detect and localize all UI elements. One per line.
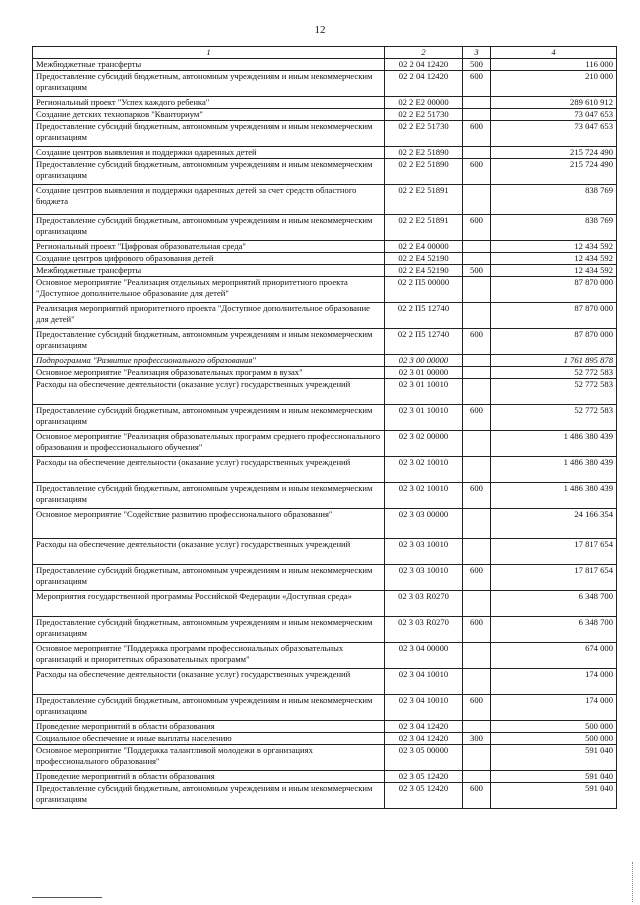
table-row: [33, 509, 617, 539]
row-name: Расходы на обеспечение деятельности (оказание услуг) государственных учреждений: [33, 669, 385, 695]
row-code: 02 3 03 10010: [385, 539, 463, 565]
row-amount: 838 769: [491, 215, 617, 241]
row-amount: 6 348 700: [491, 591, 617, 617]
table-row: [33, 303, 617, 329]
table-row: [33, 329, 617, 355]
row-name: Расходы на обеспечение деятельности (оказание услуг) государственных учреждений: [33, 379, 385, 405]
row-amount: 87 870 000: [491, 277, 617, 303]
row-expense-type: 600: [463, 783, 491, 809]
table-row: [33, 185, 617, 215]
row-code: 02 3 02 00000: [385, 431, 463, 457]
row-name: Социальное обеспечение и иные выплаты населению: [33, 733, 385, 745]
row-name: Предоставление субсидий бюджетным, автономным учреждениям и иным некоммерческим организациям: [33, 215, 385, 241]
row-expense-type: [463, 457, 491, 483]
row-expense-type: [463, 253, 491, 265]
table-row: [33, 215, 617, 241]
row-code: 02 3 03 R0270: [385, 617, 463, 643]
row-name: Основное мероприятие "Реализация отдельных мероприятий приоритетного проекта "Доступное дополнительное образование для детей": [33, 277, 385, 303]
row-code: 02 2 Е2 51890: [385, 147, 463, 159]
row-expense-type: [463, 379, 491, 405]
row-name: Основное мероприятие "Поддержка талантливой молодежи в организациях профессионального образования": [33, 745, 385, 771]
row-code: 02 3 04 12420: [385, 733, 463, 745]
row-code: 02 3 04 12420: [385, 721, 463, 733]
table-row: [33, 59, 617, 71]
table-row: [33, 405, 617, 431]
table-row: [33, 159, 617, 185]
table-row: [33, 265, 617, 277]
row-expense-type: 500: [463, 265, 491, 277]
row-code: 02 2 04 12420: [385, 71, 463, 97]
row-name: Региональный проект "Успех каждого ребенка": [33, 97, 385, 109]
row-expense-type: [463, 539, 491, 565]
row-amount: 1 486 380 439: [491, 483, 617, 509]
row-amount: 73 047 653: [491, 121, 617, 147]
row-name: Предоставление субсидий бюджетным, автономным учреждениям и иным некоммерческим организациям: [33, 695, 385, 721]
table-row: [33, 71, 617, 97]
row-name: Расходы на обеспечение деятельности (оказание услуг) государственных учреждений: [33, 457, 385, 483]
table-row: [33, 355, 617, 367]
row-amount: 12 434 592: [491, 265, 617, 277]
table-row: [33, 97, 617, 109]
row-code: 02 3 00 00000: [385, 355, 463, 367]
column-header-amount: 4: [491, 47, 617, 59]
table-row: [33, 367, 617, 379]
row-amount: 87 870 000: [491, 329, 617, 355]
row-amount: 591 040: [491, 783, 617, 809]
budget-table: [32, 46, 617, 809]
row-code: 02 3 02 10010: [385, 457, 463, 483]
row-amount: 174 000: [491, 669, 617, 695]
row-expense-type: 300: [463, 733, 491, 745]
row-code: 02 3 05 00000: [385, 745, 463, 771]
row-expense-type: [463, 745, 491, 771]
row-expense-type: [463, 367, 491, 379]
row-expense-type: 600: [463, 483, 491, 509]
row-amount: 87 870 000: [491, 303, 617, 329]
row-expense-type: 600: [463, 617, 491, 643]
table-body: [33, 59, 617, 809]
row-code: 02 3 01 00000: [385, 367, 463, 379]
table-row: [33, 695, 617, 721]
row-amount: 116 000: [491, 59, 617, 71]
row-expense-type: [463, 591, 491, 617]
row-code: 02 2 Е2 51890: [385, 159, 463, 185]
row-amount: 210 000: [491, 71, 617, 97]
row-expense-type: 500: [463, 59, 491, 71]
row-code: 02 3 03 R0270: [385, 591, 463, 617]
row-amount: 1 486 380 439: [491, 457, 617, 483]
row-name: Предоставление субсидий бюджетным, автономным учреждениям и иным некоммерческим организациям: [33, 617, 385, 643]
row-amount: 17 817 654: [491, 565, 617, 591]
row-name: Расходы на обеспечение деятельности (оказание услуг) государственных учреждений: [33, 539, 385, 565]
row-code: 02 2 П5 12740: [385, 329, 463, 355]
table-row: [33, 253, 617, 265]
table-row: [33, 241, 617, 253]
table-row: [33, 277, 617, 303]
row-expense-type: [463, 431, 491, 457]
row-name: Подпрограмма "Развитие профессионального образования": [33, 355, 385, 367]
row-code: 02 3 04 10010: [385, 669, 463, 695]
row-amount: 12 434 592: [491, 253, 617, 265]
table-row: [33, 669, 617, 695]
table-row: [33, 721, 617, 733]
table-row: [33, 431, 617, 457]
row-amount: 52 772 583: [491, 405, 617, 431]
row-name: Проведение мероприятий в области образования: [33, 721, 385, 733]
footer-rule: [32, 897, 102, 898]
row-code: 02 2 Е2 51891: [385, 185, 463, 215]
table-row: [33, 457, 617, 483]
table-row: [33, 565, 617, 591]
row-expense-type: [463, 109, 491, 121]
row-amount: 6 348 700: [491, 617, 617, 643]
row-amount: 1 486 380 439: [491, 431, 617, 457]
row-expense-type: [463, 97, 491, 109]
row-code: 02 2 Е2 51730: [385, 109, 463, 121]
row-code: 02 3 04 00000: [385, 643, 463, 669]
row-amount: 215 724 490: [491, 159, 617, 185]
row-code: 02 2 П5 00000: [385, 277, 463, 303]
row-code: 02 2 Е4 00000: [385, 241, 463, 253]
row-name: Реализация мероприятий приоритетного проекта "Доступное дополнительное образование для детей": [33, 303, 385, 329]
header-row: [33, 47, 617, 59]
row-amount: 838 769: [491, 185, 617, 215]
row-expense-type: [463, 643, 491, 669]
row-code: 02 3 02 10010: [385, 483, 463, 509]
row-code: 02 3 03 00000: [385, 509, 463, 539]
row-code: 02 3 01 10010: [385, 405, 463, 431]
table-row: [33, 147, 617, 159]
row-amount: 12 434 592: [491, 241, 617, 253]
table-row: [33, 617, 617, 643]
row-name: Мероприятия государственной программы Российской Федерации «Доступная среда»: [33, 591, 385, 617]
row-code: 02 2 П5 12740: [385, 303, 463, 329]
row-name: Создание детских технопарков "Кванториум": [33, 109, 385, 121]
table-row: [33, 121, 617, 147]
row-name: Создание центров цифрового образования детей: [33, 253, 385, 265]
table-row: [33, 771, 617, 783]
row-code: 02 2 Е2 51891: [385, 215, 463, 241]
row-name: Основное мероприятие "Реализация образовательных программ в вузах": [33, 367, 385, 379]
table-row: [33, 643, 617, 669]
row-name: Межбюджетные трансферты: [33, 59, 385, 71]
row-expense-type: [463, 355, 491, 367]
row-name: Предоставление субсидий бюджетным, автономным учреждениям и иным некоммерческим организациям: [33, 783, 385, 809]
table-row: [33, 783, 617, 809]
row-amount: 174 000: [491, 695, 617, 721]
table-row: [33, 379, 617, 405]
row-expense-type: [463, 669, 491, 695]
row-name: Предоставление субсидий бюджетным, автономным учреждениям и иным некоммерческим организациям: [33, 121, 385, 147]
row-amount: 591 040: [491, 745, 617, 771]
row-expense-type: 600: [463, 121, 491, 147]
row-amount: 500 000: [491, 721, 617, 733]
row-name: Основное мероприятие "Реализация образовательных программ среднего профессионального образования и профессионального обучения": [33, 431, 385, 457]
row-name: Предоставление субсидий бюджетным, автономным учреждениям и иным некоммерческим организациям: [33, 405, 385, 431]
row-amount: 289 610 912: [491, 97, 617, 109]
row-code: 02 2 Е2 00000: [385, 97, 463, 109]
row-expense-type: [463, 771, 491, 783]
row-name: Предоставление субсидий бюджетным, автономным учреждениям и иным некоммерческим организациям: [33, 159, 385, 185]
row-code: 02 2 Е4 52190: [385, 265, 463, 277]
row-amount: 591 040: [491, 771, 617, 783]
row-amount: 52 772 583: [491, 379, 617, 405]
row-expense-type: 600: [463, 215, 491, 241]
row-name: Основное мероприятие "Содействие развитию профессионального образования": [33, 509, 385, 539]
row-amount: 24 166 354: [491, 509, 617, 539]
margin-mark: [632, 862, 636, 902]
row-expense-type: [463, 277, 491, 303]
row-amount: 215 724 490: [491, 147, 617, 159]
row-code: 02 3 03 10010: [385, 565, 463, 591]
row-expense-type: [463, 721, 491, 733]
row-code: 02 3 04 10010: [385, 695, 463, 721]
row-expense-type: [463, 509, 491, 539]
row-amount: 674 000: [491, 643, 617, 669]
row-name: Создание центров выявления и поддержки одаренных детей за счет средств областного бюджета: [33, 185, 385, 215]
row-name: Создание центров выявления и поддержки одаренных детей: [33, 147, 385, 159]
row-code: 02 3 05 12420: [385, 783, 463, 809]
column-header-code: 2: [385, 47, 463, 59]
row-expense-type: 600: [463, 329, 491, 355]
row-name: Предоставление субсидий бюджетным, автономным учреждениям и иным некоммерческим организациям: [33, 483, 385, 509]
row-expense-type: 600: [463, 159, 491, 185]
row-code: 02 2 Е2 51730: [385, 121, 463, 147]
row-expense-type: [463, 147, 491, 159]
row-code: 02 2 04 12420: [385, 59, 463, 71]
row-name: Предоставление субсидий бюджетным, автономным учреждениям и иным некоммерческим организациям: [33, 71, 385, 97]
table-row: [33, 109, 617, 121]
row-expense-type: 600: [463, 71, 491, 97]
table-row: [33, 745, 617, 771]
table-row: [33, 539, 617, 565]
page-number: 12: [314, 24, 326, 36]
row-expense-type: 600: [463, 695, 491, 721]
row-expense-type: 600: [463, 405, 491, 431]
row-code: 02 2 Е4 52190: [385, 253, 463, 265]
column-header-name: 1: [33, 47, 385, 59]
row-expense-type: [463, 303, 491, 329]
row-amount: 52 772 583: [491, 367, 617, 379]
row-name: Межбюджетные трансферты: [33, 265, 385, 277]
row-amount: 73 047 653: [491, 109, 617, 121]
row-name: Основное мероприятие "Поддержка программ профессиональных образовательных организаций и приоритетных образовательных программ": [33, 643, 385, 669]
row-amount: 500 000: [491, 733, 617, 745]
column-header-vr: 3: [463, 47, 491, 59]
row-name: Предоставление субсидий бюджетным, автономным учреждениям и иным некоммерческим организациям: [33, 329, 385, 355]
row-expense-type: 600: [463, 565, 491, 591]
row-code: 02 3 01 10010: [385, 379, 463, 405]
row-expense-type: [463, 241, 491, 253]
table-row: [33, 591, 617, 617]
row-name: Проведение мероприятий в области образования: [33, 771, 385, 783]
row-name: Предоставление субсидий бюджетным, автономным учреждениям и иным некоммерческим организациям: [33, 565, 385, 591]
row-code: 02 3 05 12420: [385, 771, 463, 783]
row-expense-type: [463, 185, 491, 215]
row-amount: 1 761 895 878: [491, 355, 617, 367]
table-row: [33, 733, 617, 745]
row-amount: 17 817 654: [491, 539, 617, 565]
table-row: [33, 483, 617, 509]
row-name: Региональный проект "Цифровая образовательная среда": [33, 241, 385, 253]
